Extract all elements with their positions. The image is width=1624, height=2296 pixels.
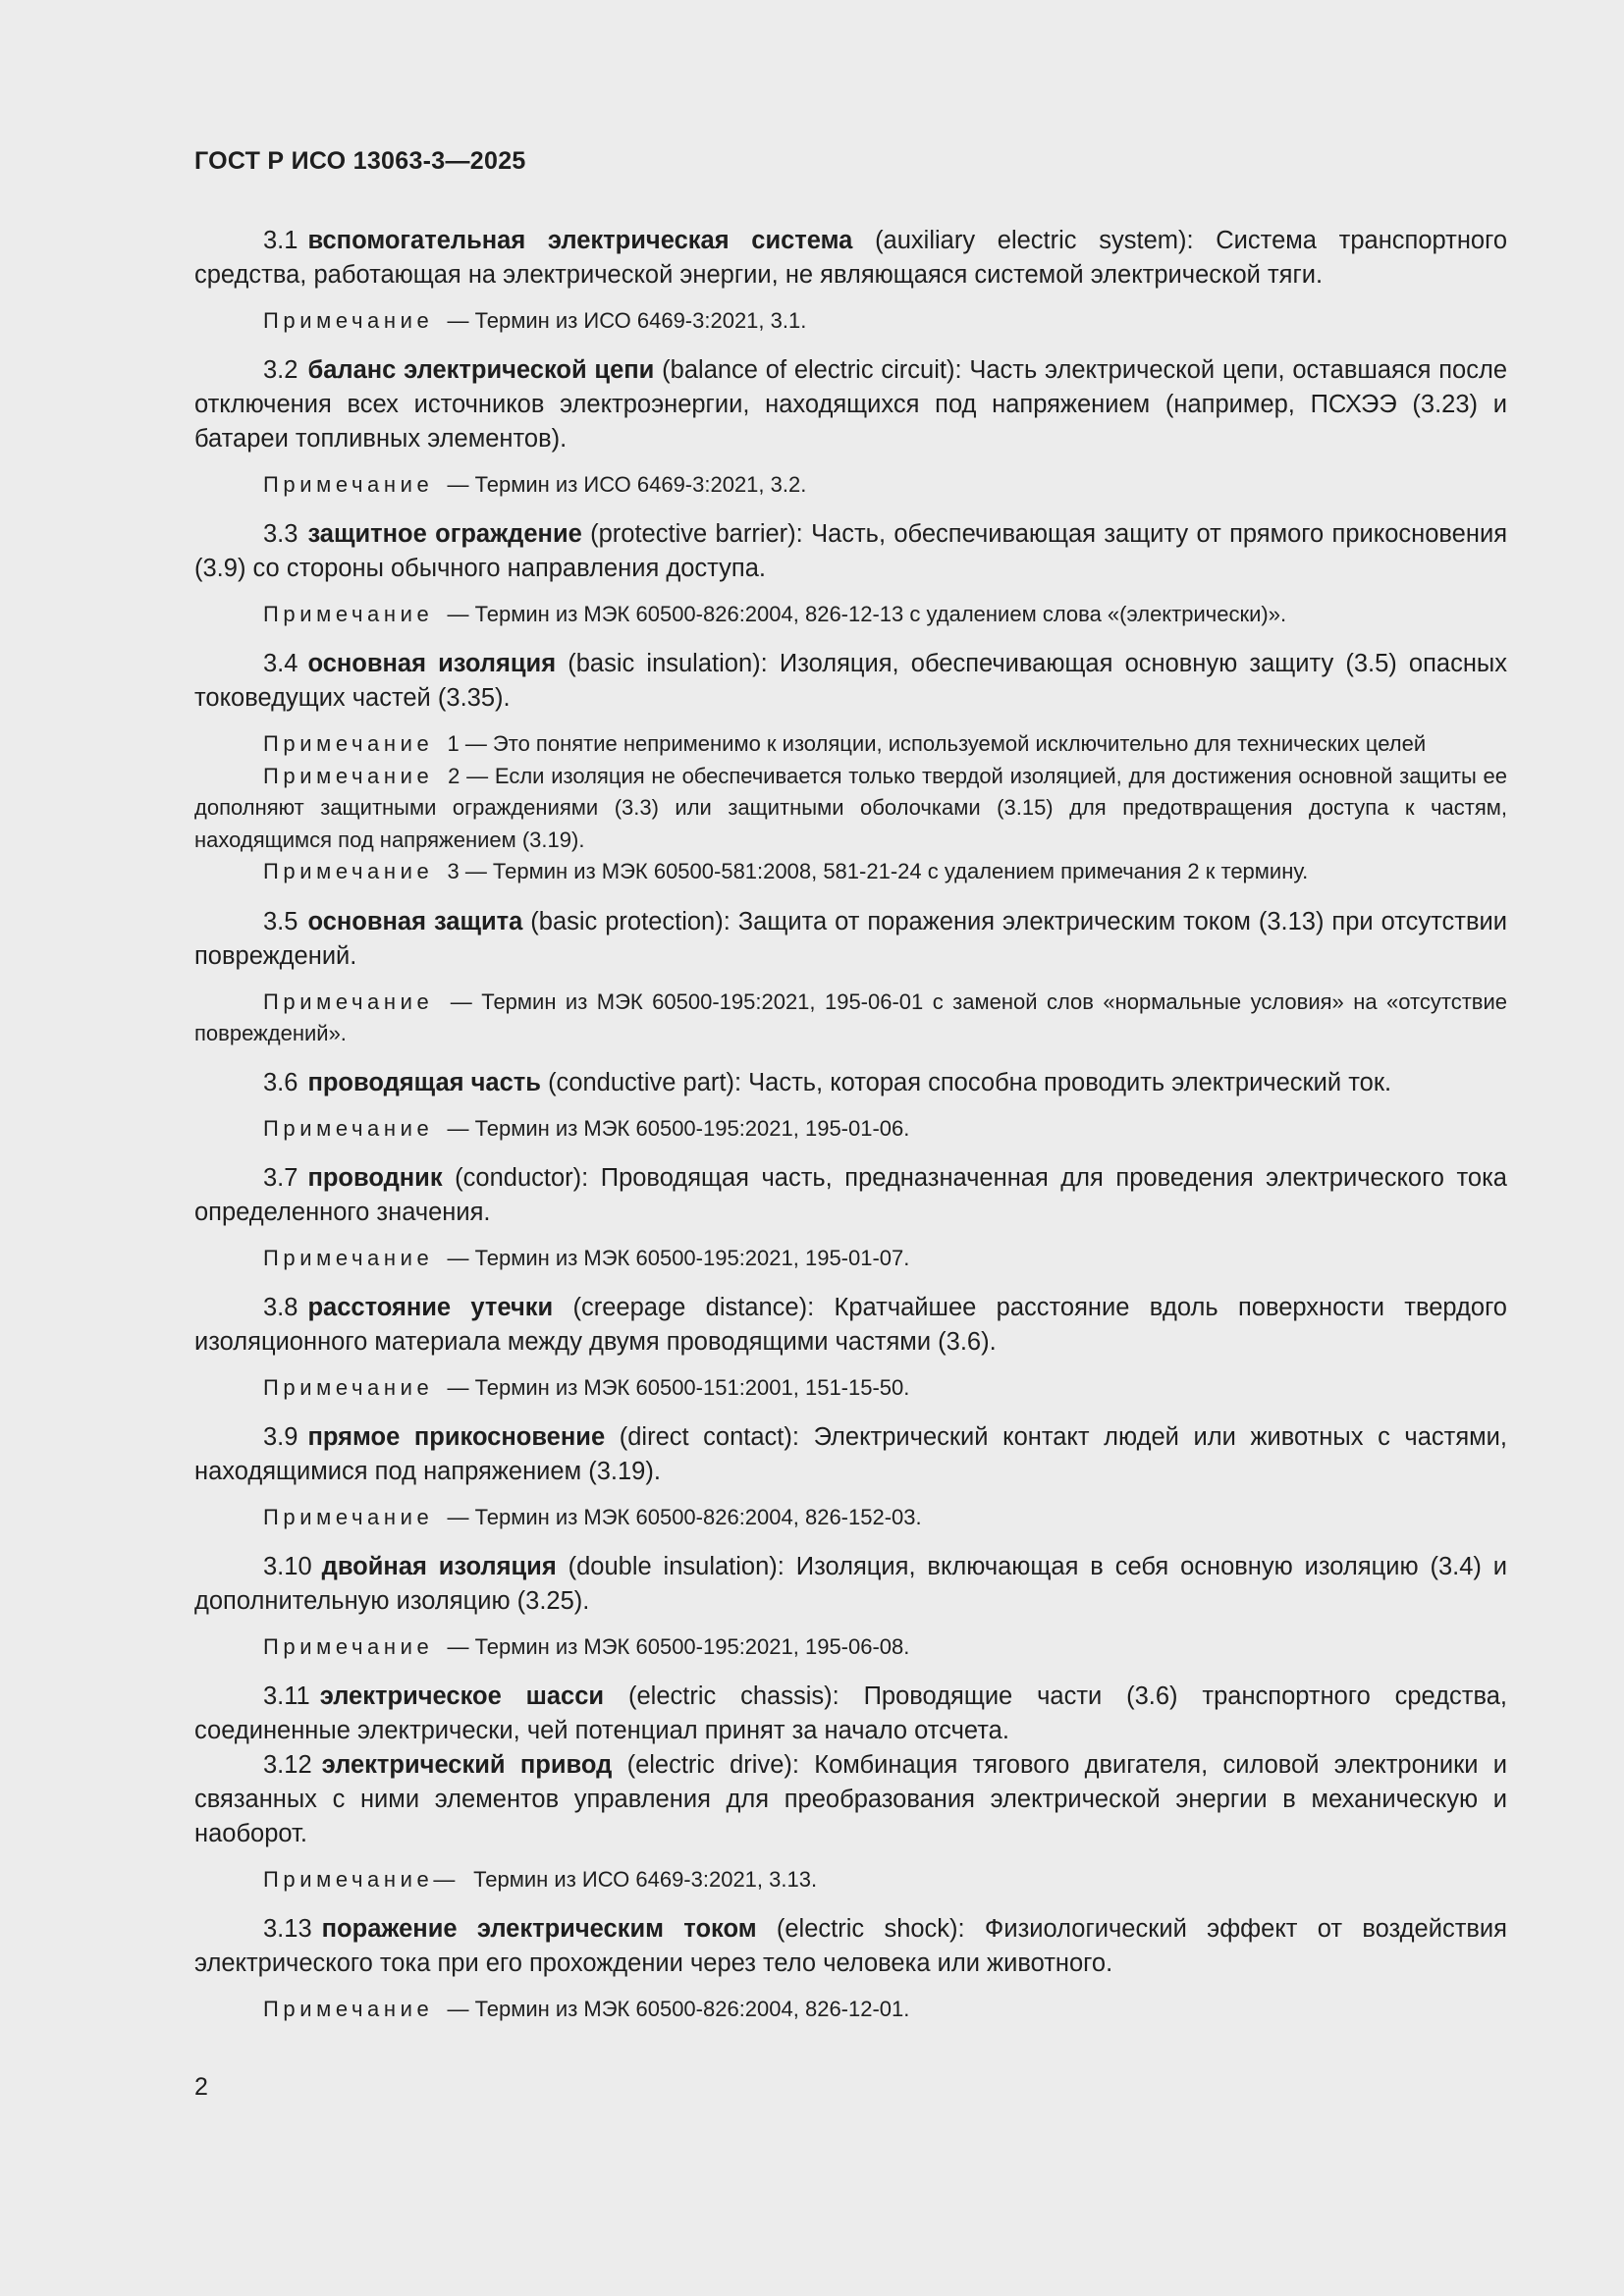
term-name: электрическое шасси xyxy=(319,1682,605,1710)
note-3-12 xyxy=(194,1864,1507,1896)
term-3-3 xyxy=(194,517,1507,586)
term-definition: (creepage distance): Кратчайшее расстояние вдоль поверхности твердого изоляционного материала между двумя проводящими частями (3.6). xyxy=(194,1293,1507,1356)
note-text: — Термин из МЭК 60500-826:2004, 826-12-01. xyxy=(447,1996,910,2021)
note-3-10 xyxy=(194,1631,1507,1663)
note-text: — Термин из МЭК 60500-826:2004, 826-152-03. xyxy=(447,1504,922,1529)
terms-content xyxy=(194,224,1507,2042)
note-label: Примечание xyxy=(263,602,434,626)
note-label: Примечание xyxy=(263,1245,434,1270)
note-text: 3 — Термин из МЭК 60500-581:2008, 581-21-24 с удалением примечания 2 к термину. xyxy=(447,859,1309,883)
term-definition: (conductive part): Часть, которая способна проводить электрический ток. xyxy=(548,1068,1392,1096)
page-number: 2 xyxy=(194,2073,208,2101)
term-definition: (direct contact): Электрический контакт людей или животных с частями, находящимися под напряжением (3.19). xyxy=(194,1422,1507,1485)
note-label: Примечание xyxy=(263,472,434,497)
term-number: 3.9 xyxy=(263,1422,298,1451)
note-label: Примечание xyxy=(263,1115,434,1141)
term-definition: (balance of electric circuit): Часть электрической цепи, оставшаяся после отключения всех источников электроэнергии, находящихся под напряжением (например, ПСХЭЭ (3.23) и батареи топливных элементов). xyxy=(194,356,1508,453)
note-3-9 xyxy=(194,1502,1507,1533)
note-text: — Термин из МЭК 60500-826:2004, 826-12-13 с удалением слова «(электрически)». xyxy=(447,602,1287,626)
note-3-5 xyxy=(194,987,1507,1049)
note-text: 2 — Если изоляция не обеспечивается только твердой изоляцией, для достижения основной защиты ее дополняют защитными ограждениями (3.3) или защитными оболочками (3.15) для предотвращения доступа к частям, находящимся под напряжением (3.19). xyxy=(194,763,1507,852)
note-3-7 xyxy=(194,1243,1507,1274)
term-name: прямое прикосновение xyxy=(307,1422,606,1451)
note-text: — Термин из МЭК 60500-195:2021, 195-01-07. xyxy=(447,1245,910,1270)
note-label: Примечание xyxy=(263,859,434,883)
term-definition: (electric shock): Физиологический эффект от воздействия электрического тока при его прохождении через тело человека или животного. xyxy=(194,1914,1507,1977)
note-3-4-1 xyxy=(194,728,1507,761)
term-3-13 xyxy=(194,1912,1507,1981)
term-name: поражение электрическим током xyxy=(321,1914,757,1943)
term-number: 3.3 xyxy=(263,520,298,548)
note-text: — Термин из МЭК 60500-195:2021, 195-06-01 с заменой слов «нормальные условия» на «отсутствие повреждений». xyxy=(194,988,1507,1045)
note-text: 1 — Это понятие неприменимо к изоляции, используемой исключительно для технических целей xyxy=(447,731,1427,756)
note-label: Примечание xyxy=(263,763,434,788)
term-name: баланс электрической цепи xyxy=(307,356,655,384)
term-3-1 xyxy=(194,224,1507,293)
note-3-8 xyxy=(194,1372,1507,1404)
term-name: основная защита xyxy=(307,907,523,935)
note-label: Примечание xyxy=(263,988,434,1014)
term-definition: (protective barrier): Часть, обеспечивающая защиту от прямого прикосновения (3.9) со стороны обычного направления доступа. xyxy=(194,520,1507,582)
note-3-1 xyxy=(194,305,1507,337)
note-3-2 xyxy=(194,469,1507,501)
term-3-6 xyxy=(194,1066,1507,1100)
term-name: проводник xyxy=(307,1163,443,1192)
term-definition: (double insulation): Изоляция, включающая в себя основную изоляцию (3.4) и дополнительную изоляцию (3.25). xyxy=(194,1552,1507,1615)
note-label: Примечание xyxy=(263,1504,434,1529)
term-3-7 xyxy=(194,1161,1507,1230)
term-number: 3.4 xyxy=(263,650,298,677)
term-3-2 xyxy=(194,353,1507,456)
term-number: 3.12 xyxy=(263,1750,312,1779)
note-text: Термин из ИСО 6469-3:2021, 3.13. xyxy=(473,1866,818,1892)
term-3-5 xyxy=(194,905,1507,974)
note-label: Примечание xyxy=(263,1996,434,2021)
term-name: расстояние утечки xyxy=(307,1293,554,1321)
term-number: 3.13 xyxy=(263,1914,312,1943)
note-text: — Термин из МЭК 60500-151:2001, 151-15-50. xyxy=(447,1374,910,1400)
term-3-9 xyxy=(194,1420,1507,1489)
note-label: Примечание xyxy=(263,731,434,756)
term-name: вспомогательная электрическая система xyxy=(307,227,853,254)
note-label: Примечание xyxy=(263,1374,434,1400)
term-definition: (electric drive): Комбинация тягового двигателя, силовой электроники и связанных с ними элементов управления для преобразования электрической энергии в механическую и наоборот. xyxy=(194,1750,1507,1847)
term-name: основная изоляция xyxy=(307,650,557,677)
term-name: проводящая часть xyxy=(307,1068,541,1096)
note-3-3 xyxy=(194,599,1507,630)
note-3-13 xyxy=(194,1994,1507,2025)
term-3-4 xyxy=(194,647,1507,716)
term-definition: (basic insulation): Изоляция, обеспечивающая основную защиту (3.5) опасных токоведущих частей (3.35). xyxy=(194,650,1508,712)
term-name: защитное ограждение xyxy=(307,520,582,548)
term-definition: (electric chassis): Проводящие части (3.6) транспортного средства, соединенные электрически, чей потенциал принят за начало отсчета. xyxy=(194,1682,1508,1744)
note-text: — Термин из ИСО 6469-3:2021, 3.1. xyxy=(447,308,807,333)
note-text: — Термин из МЭК 60500-195:2021, 195-01-06. xyxy=(447,1115,910,1141)
term-number: 3.6 xyxy=(263,1068,298,1096)
term-name: двойная изоляция xyxy=(321,1552,557,1580)
term-definition: (conductor): Проводящая часть, предназначенная для проведения электрического тока определенного значения. xyxy=(194,1163,1507,1226)
term-number: 3.1 xyxy=(263,227,298,254)
term-definition: (auxiliary electric system): Система транспортного средства, работающая на электрической энергии, не являющаяся системой электрической тяги. xyxy=(194,227,1508,289)
term-3-10 xyxy=(194,1550,1507,1619)
note-label: Примечание xyxy=(263,1633,434,1659)
note-3-4-2 xyxy=(194,761,1507,857)
note-3-6 xyxy=(194,1113,1507,1145)
term-3-8 xyxy=(194,1291,1507,1360)
note-label: Примечание— xyxy=(263,1866,460,1892)
term-number: 3.2 xyxy=(263,356,298,384)
term-name: электрический привод xyxy=(321,1750,613,1779)
term-3-11 xyxy=(194,1680,1507,1748)
term-number: 3.7 xyxy=(263,1163,298,1192)
note-text: — Термин из МЭК 60500-195:2021, 195-06-08. xyxy=(447,1633,910,1659)
term-number: 3.5 xyxy=(263,907,298,935)
note-label: Примечание xyxy=(263,308,434,333)
term-number: 3.11 xyxy=(263,1682,310,1710)
term-number: 3.10 xyxy=(263,1552,312,1580)
term-3-12 xyxy=(194,1748,1507,1851)
document-header: ГОСТ Р ИСО 13063-3—2025 xyxy=(194,147,526,175)
note-3-4-3 xyxy=(194,856,1507,888)
term-definition: (basic protection): Защита от поражения электрическим током (3.13) при отсутствии повреждений. xyxy=(194,907,1507,970)
term-number: 3.8 xyxy=(263,1293,298,1321)
note-text: — Термин из ИСО 6469-3:2021, 3.2. xyxy=(447,472,807,497)
